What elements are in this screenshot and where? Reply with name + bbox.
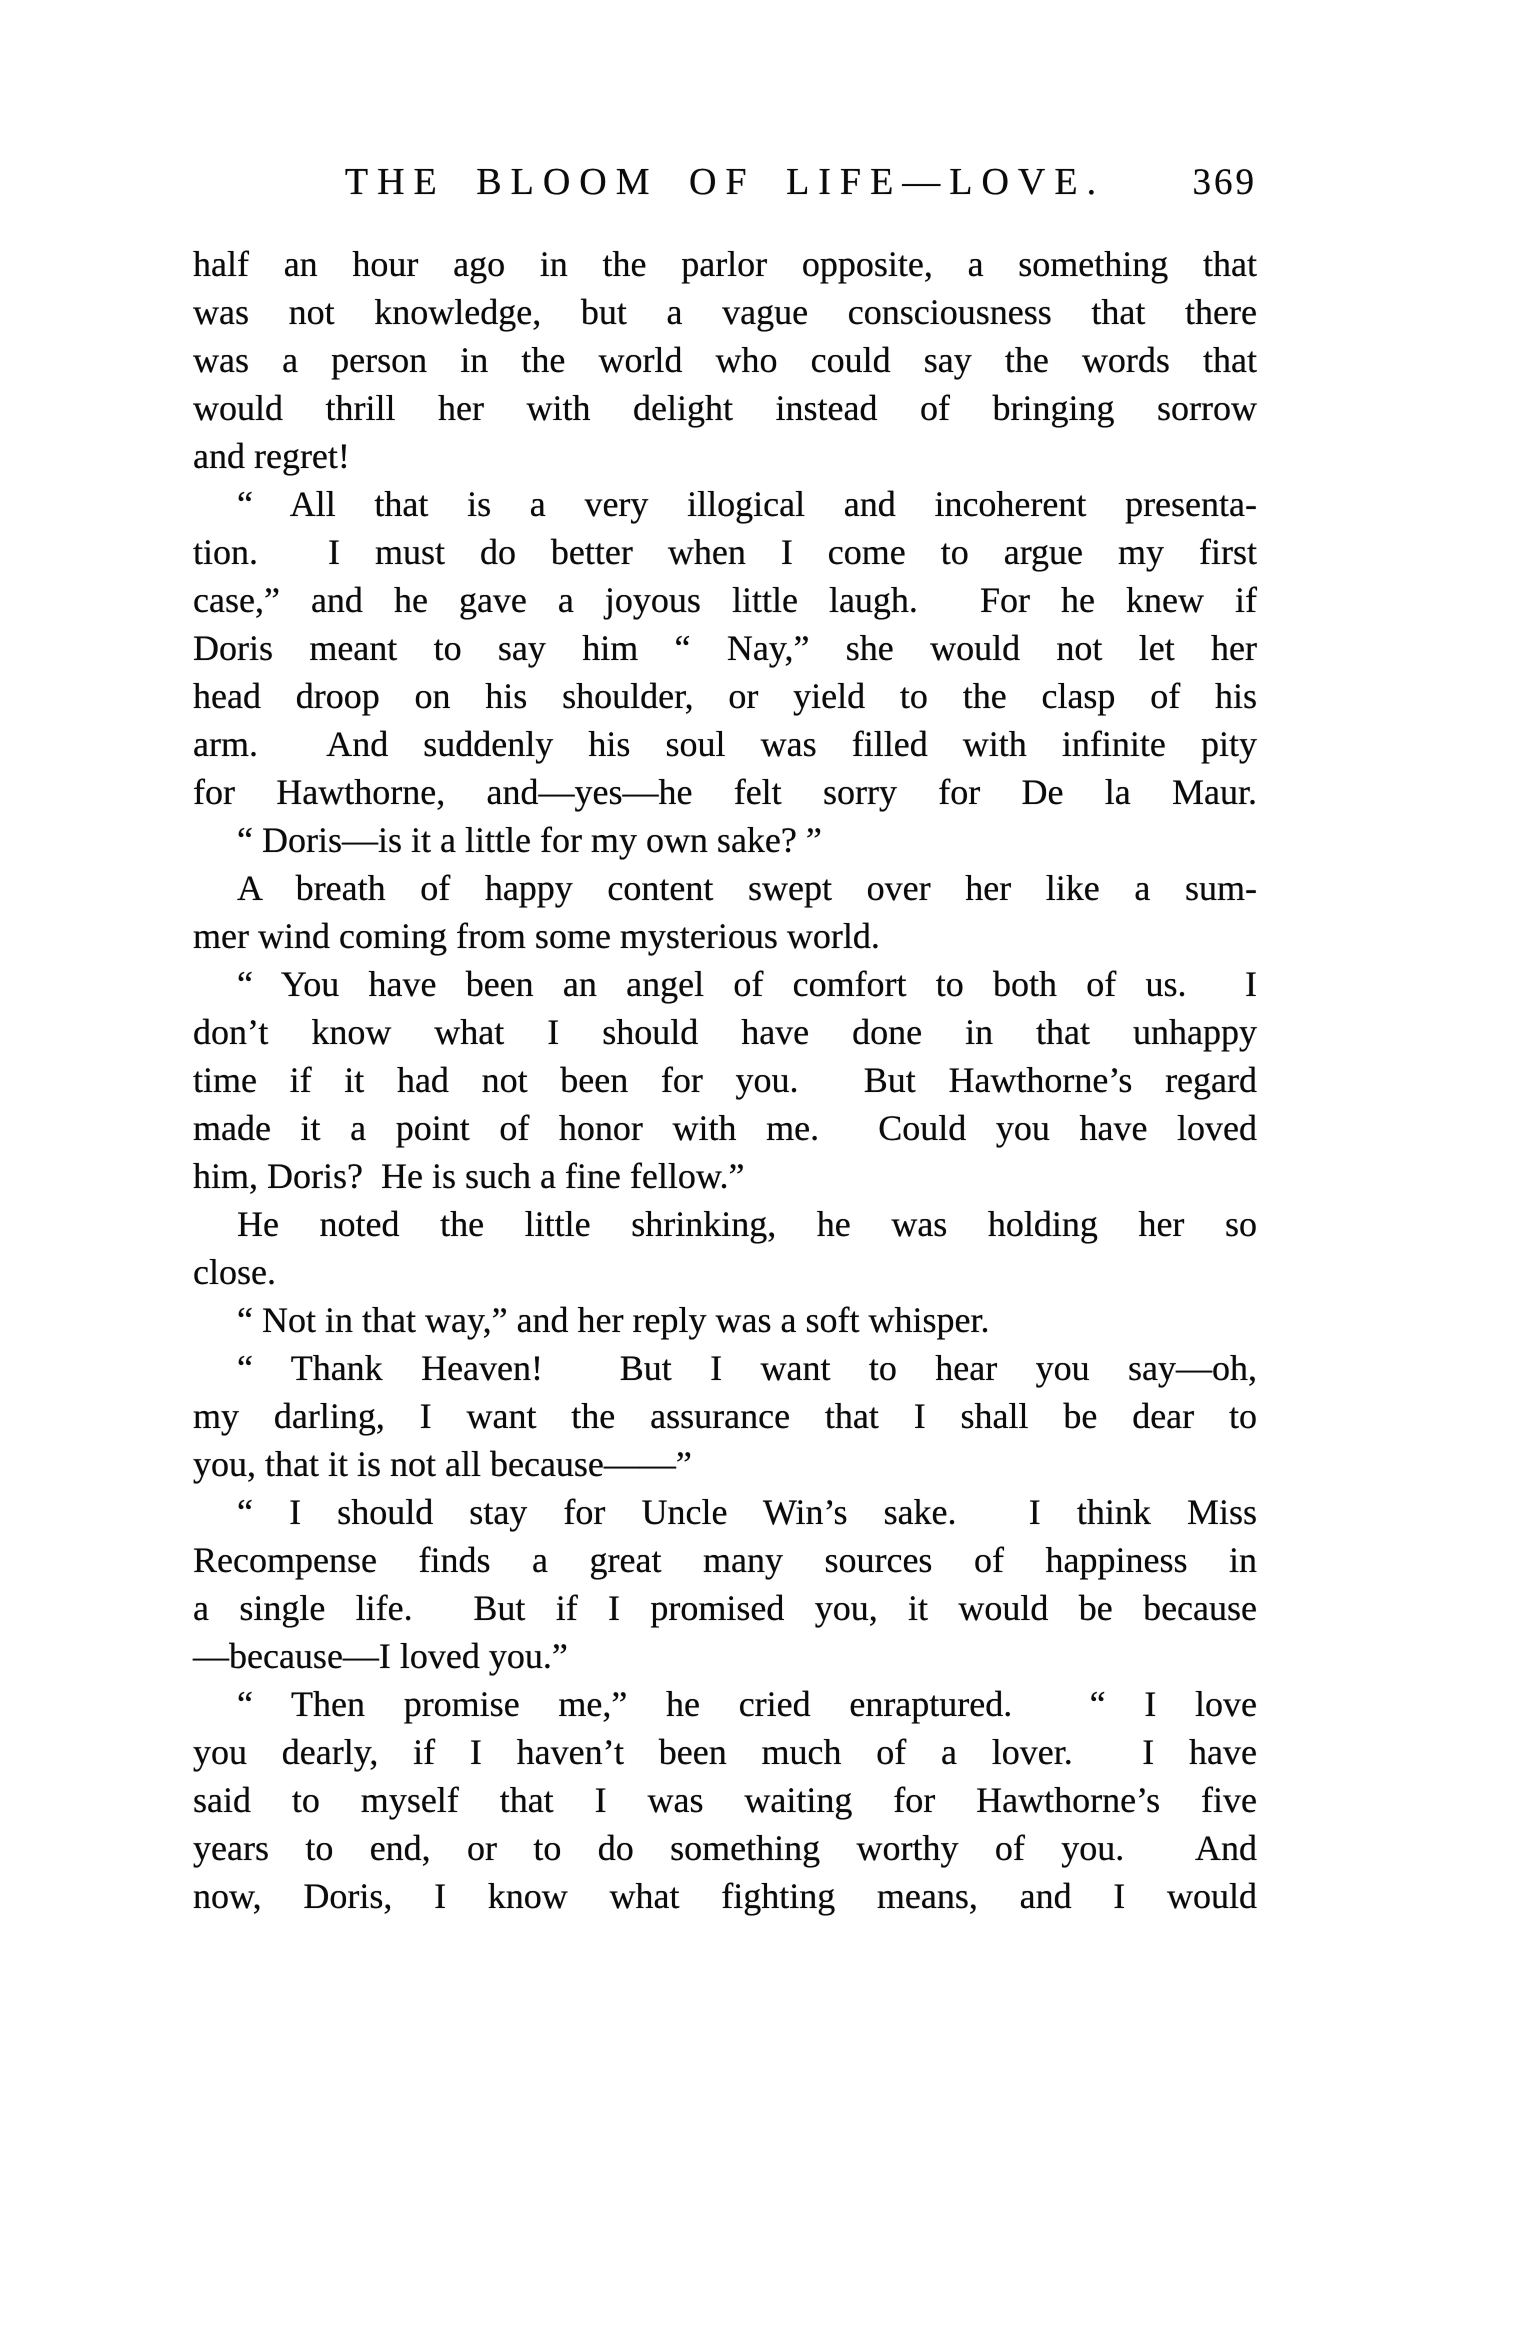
text-line: would thrill her with delight instead of bringing sorrow (193, 388, 1257, 428)
text-line: “ Doris—is it a little for my own sake? ” (237, 820, 822, 860)
text-line: “ You have been an angel of comfort to both of us. I (237, 964, 1257, 1004)
page-content (193, 158, 1257, 1920)
text-line: head droop on his shoulder, or yield to the clasp of his (193, 676, 1257, 716)
text-line: “ Not in that way,” and her reply was a soft whisper. (237, 1300, 990, 1340)
text-line: “ Then promise me,” he cried enraptured. “ I love (237, 1684, 1257, 1724)
text-line: for Hawthorne, and—yes—he felt sorry for De la Maur. (193, 772, 1257, 812)
text-line: half an hour ago in the parlor opposite, a something that (193, 244, 1257, 284)
text-line: tion. I must do better when I come to argue my first (193, 532, 1257, 572)
paragraph (193, 1296, 1257, 1344)
text-line: A breath of happy content swept over her like a sum- (237, 868, 1257, 908)
text-line: made it a point of honor with me. Could you have loved (193, 1108, 1257, 1148)
text-line: time if it had not been for you. But Hawthorne’s regard (193, 1060, 1257, 1100)
text-line: “ Thank Heaven! But I want to hear you say—oh, (237, 1348, 1257, 1388)
text-line: was not knowledge, but a vague consciousness that there (193, 292, 1257, 332)
text-line: years to end, or to do something worthy of you. And (193, 1828, 1257, 1868)
text-line: mer wind coming from some mysterious world. (193, 916, 880, 956)
text-line: my darling, I want the assurance that I shall be dear to (193, 1396, 1257, 1436)
text-line: close. (193, 1252, 276, 1292)
text-line: don’t know what I should have done in that unhappy (193, 1012, 1257, 1052)
text-line: said to myself that I was waiting for Hawthorne’s five (193, 1780, 1257, 1820)
text-line: Recompense finds a great many sources of happiness in (193, 1540, 1257, 1580)
text-line: “ All that is a very illogical and incoherent presenta- (237, 484, 1257, 524)
text-line: —because—I loved you.” (193, 1636, 568, 1676)
text-line: was a person in the world who could say the words that (193, 340, 1257, 380)
paragraph (193, 864, 1257, 960)
text-line: and regret! (193, 436, 350, 476)
paragraph (193, 816, 1257, 864)
text-line: “ I should stay for Uncle Win’s sake. I think Miss (237, 1492, 1257, 1532)
text-line: case,” and he gave a joyous little laugh. For he knew if (193, 580, 1257, 620)
paragraph (193, 240, 1257, 480)
body-text (193, 240, 1257, 1920)
text-line: you dearly, if I haven’t been much of a lover. I have (193, 1732, 1257, 1772)
text-line: He noted the little shrinking, he was holding her so (237, 1204, 1257, 1244)
paragraph (193, 960, 1257, 1200)
running-title: THE BLOOM OF LIFE—LOVE. (344, 161, 1106, 203)
text-line: you, that it is not all because——” (193, 1444, 692, 1484)
text-line: now, Doris, I know what fighting means, and I would (193, 1876, 1257, 1916)
paragraph (193, 1344, 1257, 1488)
page-header (193, 158, 1257, 206)
text-line: a single life. But if I promised you, it would be because (193, 1588, 1257, 1628)
page-number: 369 (1192, 162, 1257, 203)
text-line: arm. And suddenly his soul was filled with infinite pity (193, 724, 1257, 764)
text-line: him, Doris? He is such a fine fellow.” (193, 1156, 745, 1196)
paragraph (193, 480, 1257, 816)
paragraph (193, 1680, 1257, 1920)
text-line: Doris meant to say him “ Nay,” she would not let her (193, 628, 1257, 668)
paragraph (193, 1488, 1257, 1680)
paragraph (193, 1200, 1257, 1296)
